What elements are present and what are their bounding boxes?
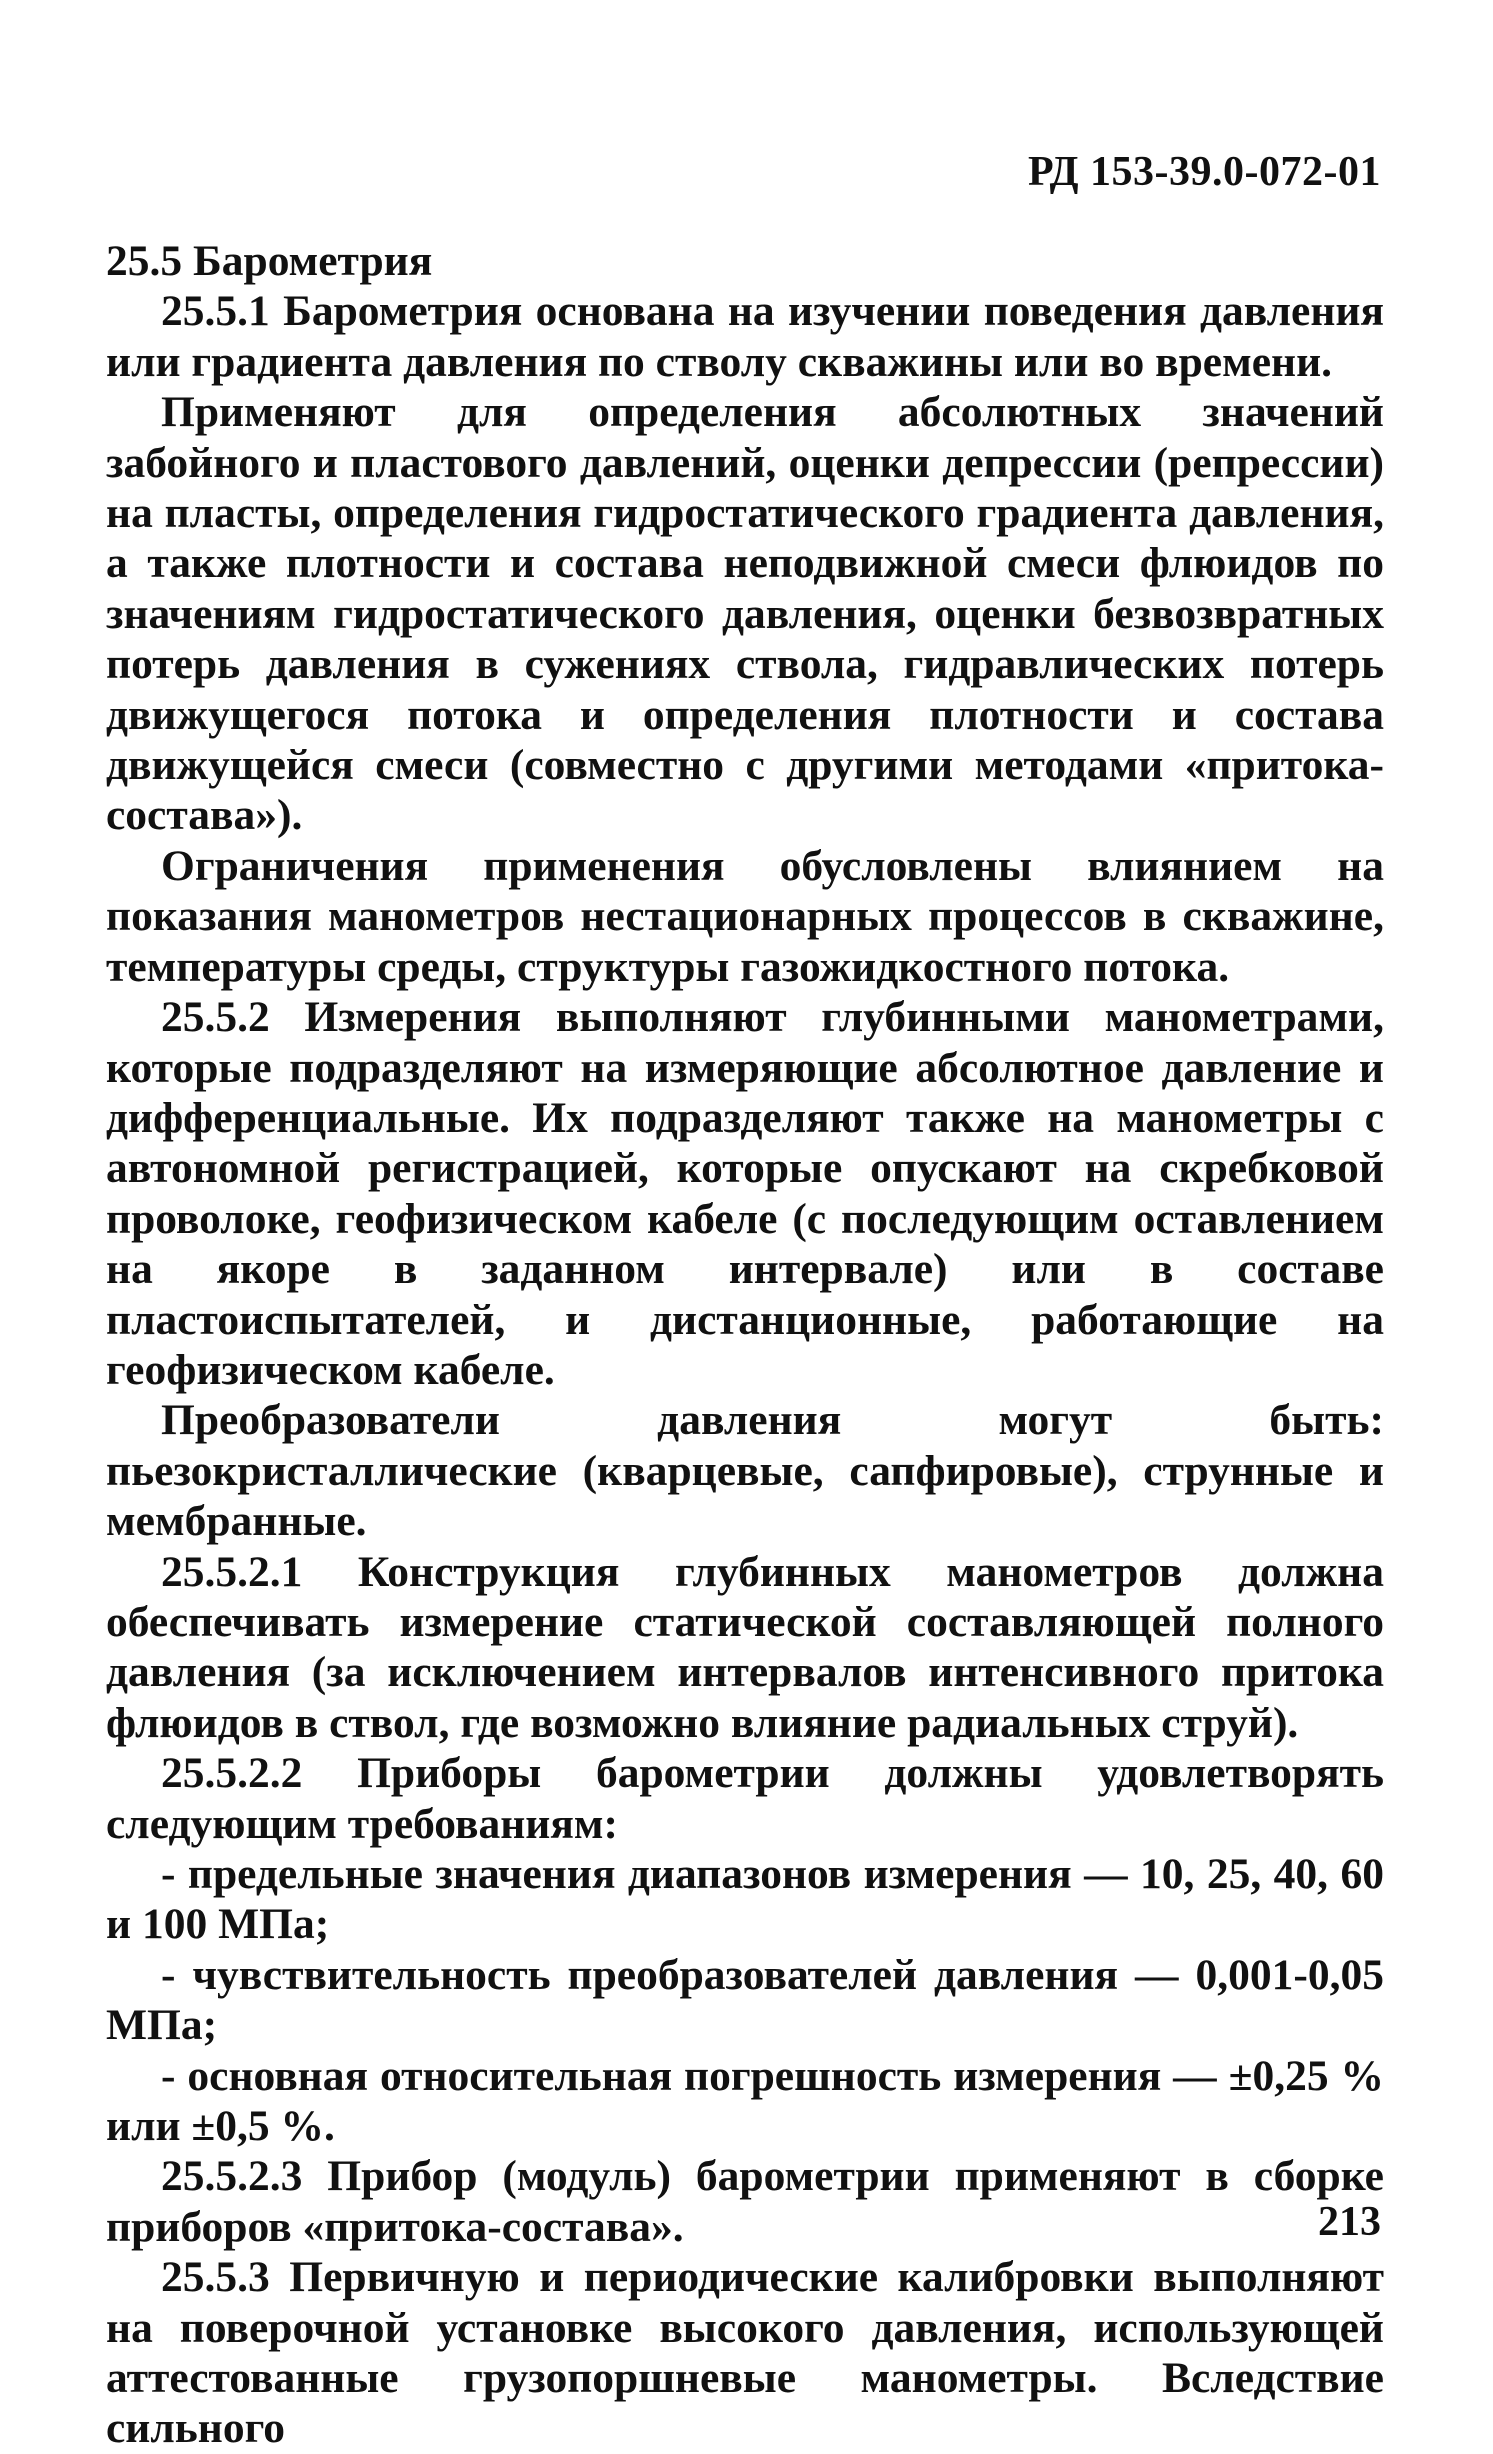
paragraph-limitations: Ограничения применения обусловлены влиянием на показания манометров нестационарных процессов в скважине, температуры среды, структуры газожидкостного потока. <box>106 841 1384 991</box>
paragraph-25-5-2: 25.5.2 Измерения выполняют глубинными манометрами, которые подразделяют на измеряющие абсолютное давление и дифференциальные. Их подразделяют также на манометры с автономной регистрацией, которые опускают на скребковой проволоке, геофизическом кабеле (с последующим оставлением на якоре в заданном интервале) или в составе пластоиспытателей, и дистанционные, работающие на геофизическом кабеле. <box>106 993 1384 1394</box>
requirement-sensitivity: - чувствительность преобразователей давления — 0,001-0,05 МПа; <box>106 1950 1384 2050</box>
paragraph-25-5-2-3: 25.5.2.3 Прибор (модуль) барометрии применяют в сборке приборов «притока-состава». <box>106 2152 1384 2251</box>
requirement-accuracy: - основная относительная погрешность измерения — ±0,25 % или ±0,5 %. <box>106 2051 1384 2151</box>
paragraph-25-5-3: 25.5.3 Первичную и периодические калибровки выполняют на поверочной установке высокого давления, использующей аттестованные грузопоршневые манометры. Вследствие сильного <box>106 2253 1384 2453</box>
document-code-header: РД 153-39.0-072-01 <box>1027 149 1381 195</box>
paragraph-25-5-1: 25.5.1 Барометрия основана на изучении поведения давления или градиента давления по стволу скважины или во времени. <box>106 287 1384 386</box>
section-body <box>106 236 1384 2454</box>
paragraph-25-5-2-1: 25.5.2.1 Конструкция глубинных манометров должна обеспечивать измерение статической составляющей полного давления (за исключением интервалов интенсивного притока флюидов в ствол, где возможно влияние радиальных струй). <box>106 1547 1384 1747</box>
page-number: 213 <box>1318 2199 1381 2245</box>
paragraph-25-5-2-2: 25.5.2.2 Приборы барометрии должны удовлетворять следующим требованиям: <box>106 1749 1384 1848</box>
requirement-range: - предельные значения диапазонов измерения — 10, 25, 40, 60 и 100 МПа; <box>106 1850 1384 1949</box>
paragraph-pressure-transducers: Преобразователи давления могут быть: пьезокристаллические (кварцевые, сапфировые), струнные и мембранные. <box>106 1396 1384 1546</box>
paragraph-application: Применяют для определения абсолютных значений забойного и пластового давлений, оценки депрессии (репрессии) на пласты, определения гидростатического градиента давления, а также плотности и состава неподвижной смеси флюидов по значениям гидростатического давления, оценки безвозвратных потерь давления в сужениях ствола, гидравлических потерь движущегося потока и определения плотности и состава движущейся смеси (совместно с другими методами «притока-состава»). <box>106 388 1384 840</box>
section-title: 25.5 Барометрия <box>106 237 433 285</box>
